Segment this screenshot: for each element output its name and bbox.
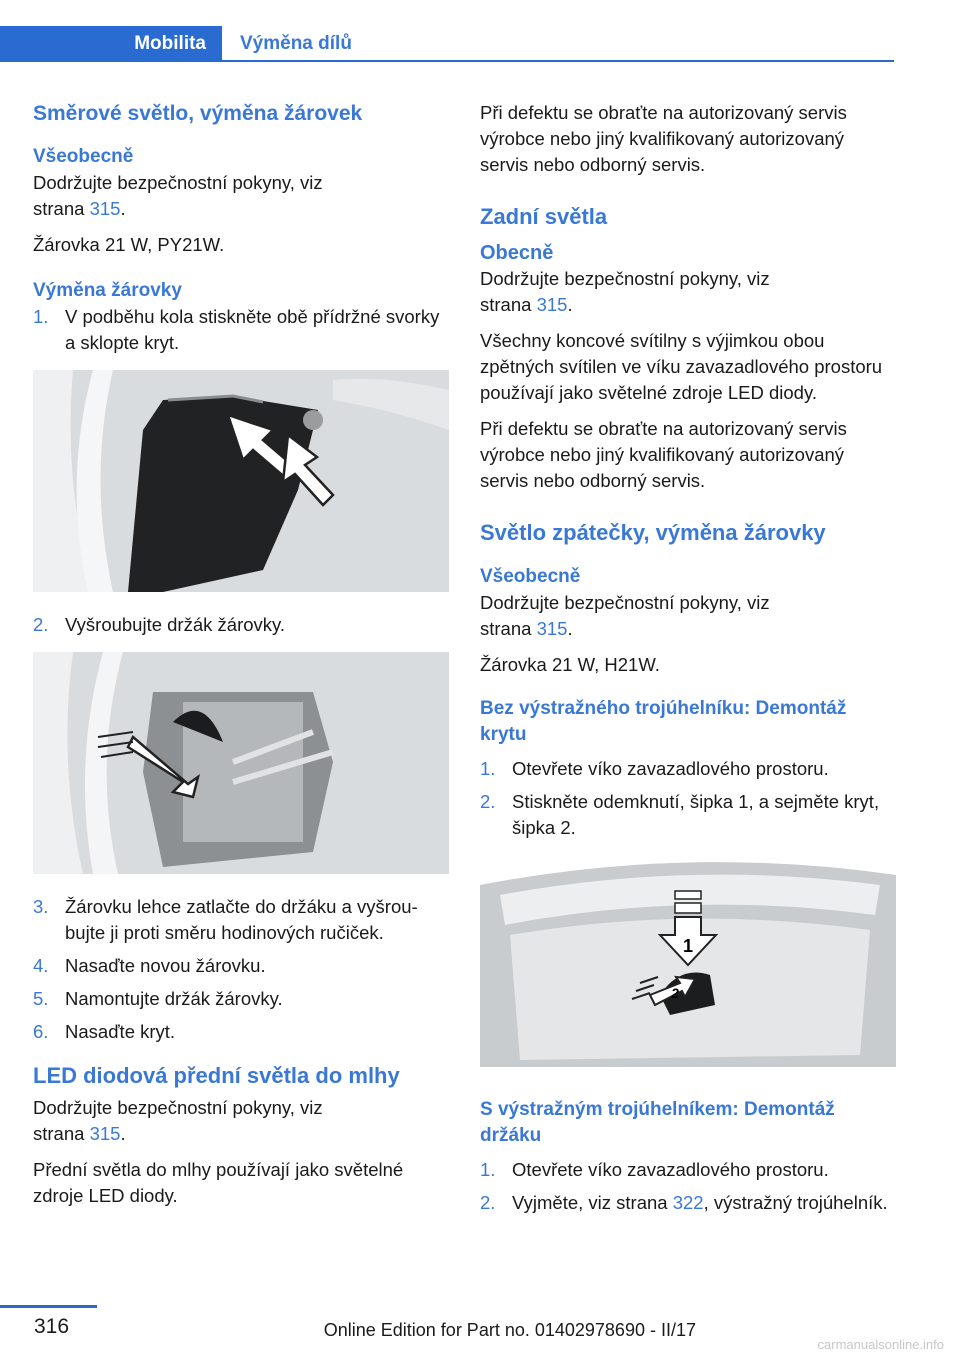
edition-note: Online Edition for Part no. 01402978690 - II/17 [323, 1320, 696, 1340]
arrow-label-2: 2 [671, 985, 679, 1001]
page-link-315[interactable]: 315 [89, 198, 121, 219]
arrow-label-1: 1 [682, 936, 694, 956]
figure-bulb-holder [33, 652, 449, 874]
figure-wheel-arch-cover [33, 370, 449, 592]
list-item: 1. V podběhu kola stiskněte obě přídržné svorky a sklopte kryt. [33, 306, 440, 353]
left-column [33, 100, 449, 1219]
bulb-spec: Žárovka 21 W, PY21W. [33, 234, 225, 255]
list-item: 4. Nasaďte novou žárovku. [33, 955, 266, 976]
subheading-general: Všeobecně [480, 566, 581, 587]
rear-led-note: Všechny koncové svítilny s výjimkou obou zpětných svítilen ve víku zavazadlového prostoru používají jako světelné zdroje LED diody. [480, 330, 883, 403]
subheading-replace-bulb: Výměna žárovky [33, 280, 182, 301]
fog-safety-note: Dodržujte bezpečnostní pokyny, viz strana 315. [33, 1097, 323, 1144]
footer-accent-line [0, 1305, 97, 1308]
tab-underline [222, 60, 894, 62]
list-item: 1. Otevřete víko zavazadlového prostoru. [480, 758, 829, 779]
reverse-bulb-spec: Žárovka 21 W, H21W. [480, 654, 660, 675]
subheading-general: Obecně [480, 242, 554, 264]
list-item: 2. Stiskněte odemknutí, šipka 1, a sejměte kryt, šipka 2. [480, 791, 880, 838]
reverse-safety-note: Dodržujte bezpečnostní pokyny, viz strana 315. [480, 592, 770, 639]
section-title-rear-lights: Zadní světla [480, 204, 608, 229]
right-column [480, 100, 896, 1223]
section-title-reverse-light: Světlo zpátečky, výměna žárovky [480, 520, 826, 545]
steps-list-cont [33, 612, 449, 638]
list-item: 6. Nasaďte kryt. [33, 1021, 176, 1042]
page-link-322[interactable]: 322 [672, 1192, 704, 1213]
subheading-no-triangle: Bez výstražného trojúhelníku: Demontáž krytu [480, 698, 847, 745]
subheading-with-triangle: S výstražným trojúhelníkem: Demontáž držáku [480, 1099, 835, 1146]
steps-with-triangle [480, 1157, 896, 1216]
list-item: 3. Žárovku lehce zatlačte do držáku a vyšroubujte ji proti směru hodinových ručiček. [33, 896, 418, 943]
page-link-315[interactable]: 315 [89, 1123, 121, 1144]
header-tabs [0, 26, 894, 62]
tab-mobilita[interactable]: Mobilita [0, 26, 222, 62]
defect-note-2: Při defektu se obraťte na autorizovaný servis výrobce nebo jiný kvalifikovaný autorizovaný servis nebo odborný servis. [480, 418, 847, 491]
watermark: carmanualsonline.info [817, 1337, 944, 1352]
page-link-315[interactable]: 315 [536, 294, 568, 315]
steps-list [33, 304, 449, 356]
list-item: 2. Vyšroubujte držák žárovky. [33, 614, 286, 635]
subheading-general: Všeobecně [33, 146, 134, 167]
rear-safety-note: Dodržujte bezpečnostní pokyny, viz strana 315. [480, 268, 770, 315]
fog-led-note: Přední světla do mlhy používají jako světelné zdroje LED diody. [33, 1159, 404, 1206]
section-title-led-fog: LED diodová přední světla do mlhy [33, 1063, 400, 1088]
list-item: 5. Namontujte držák žárovky. [33, 988, 283, 1009]
defect-note: Při defektu se obraťte na autorizovaný servis výrobce nebo jiný kvalifikovaný autorizovaný servis nebo odborný servis. [480, 102, 847, 175]
steps-list-cont2 [33, 894, 449, 1045]
tab-vymena-dilu[interactable]: Výměna dílů [240, 33, 352, 54]
page-number: 316 [34, 1315, 70, 1338]
list-item: 1. Otevřete víko zavazadlového prostoru. [480, 1159, 829, 1180]
list-item: 2. Vyjměte, viz strana 322, výstražný trojúhelník. [480, 1192, 888, 1213]
page-link-315[interactable]: 315 [536, 618, 568, 639]
section-title-turn-signal: Směrové světlo, výměna žárovek [33, 102, 363, 125]
figure-trunk-lid-cover [480, 855, 896, 1067]
steps-no-triangle [480, 756, 896, 841]
safety-note: Dodržujte bezpečnostní pokyny, viz strana 315. [33, 172, 323, 219]
